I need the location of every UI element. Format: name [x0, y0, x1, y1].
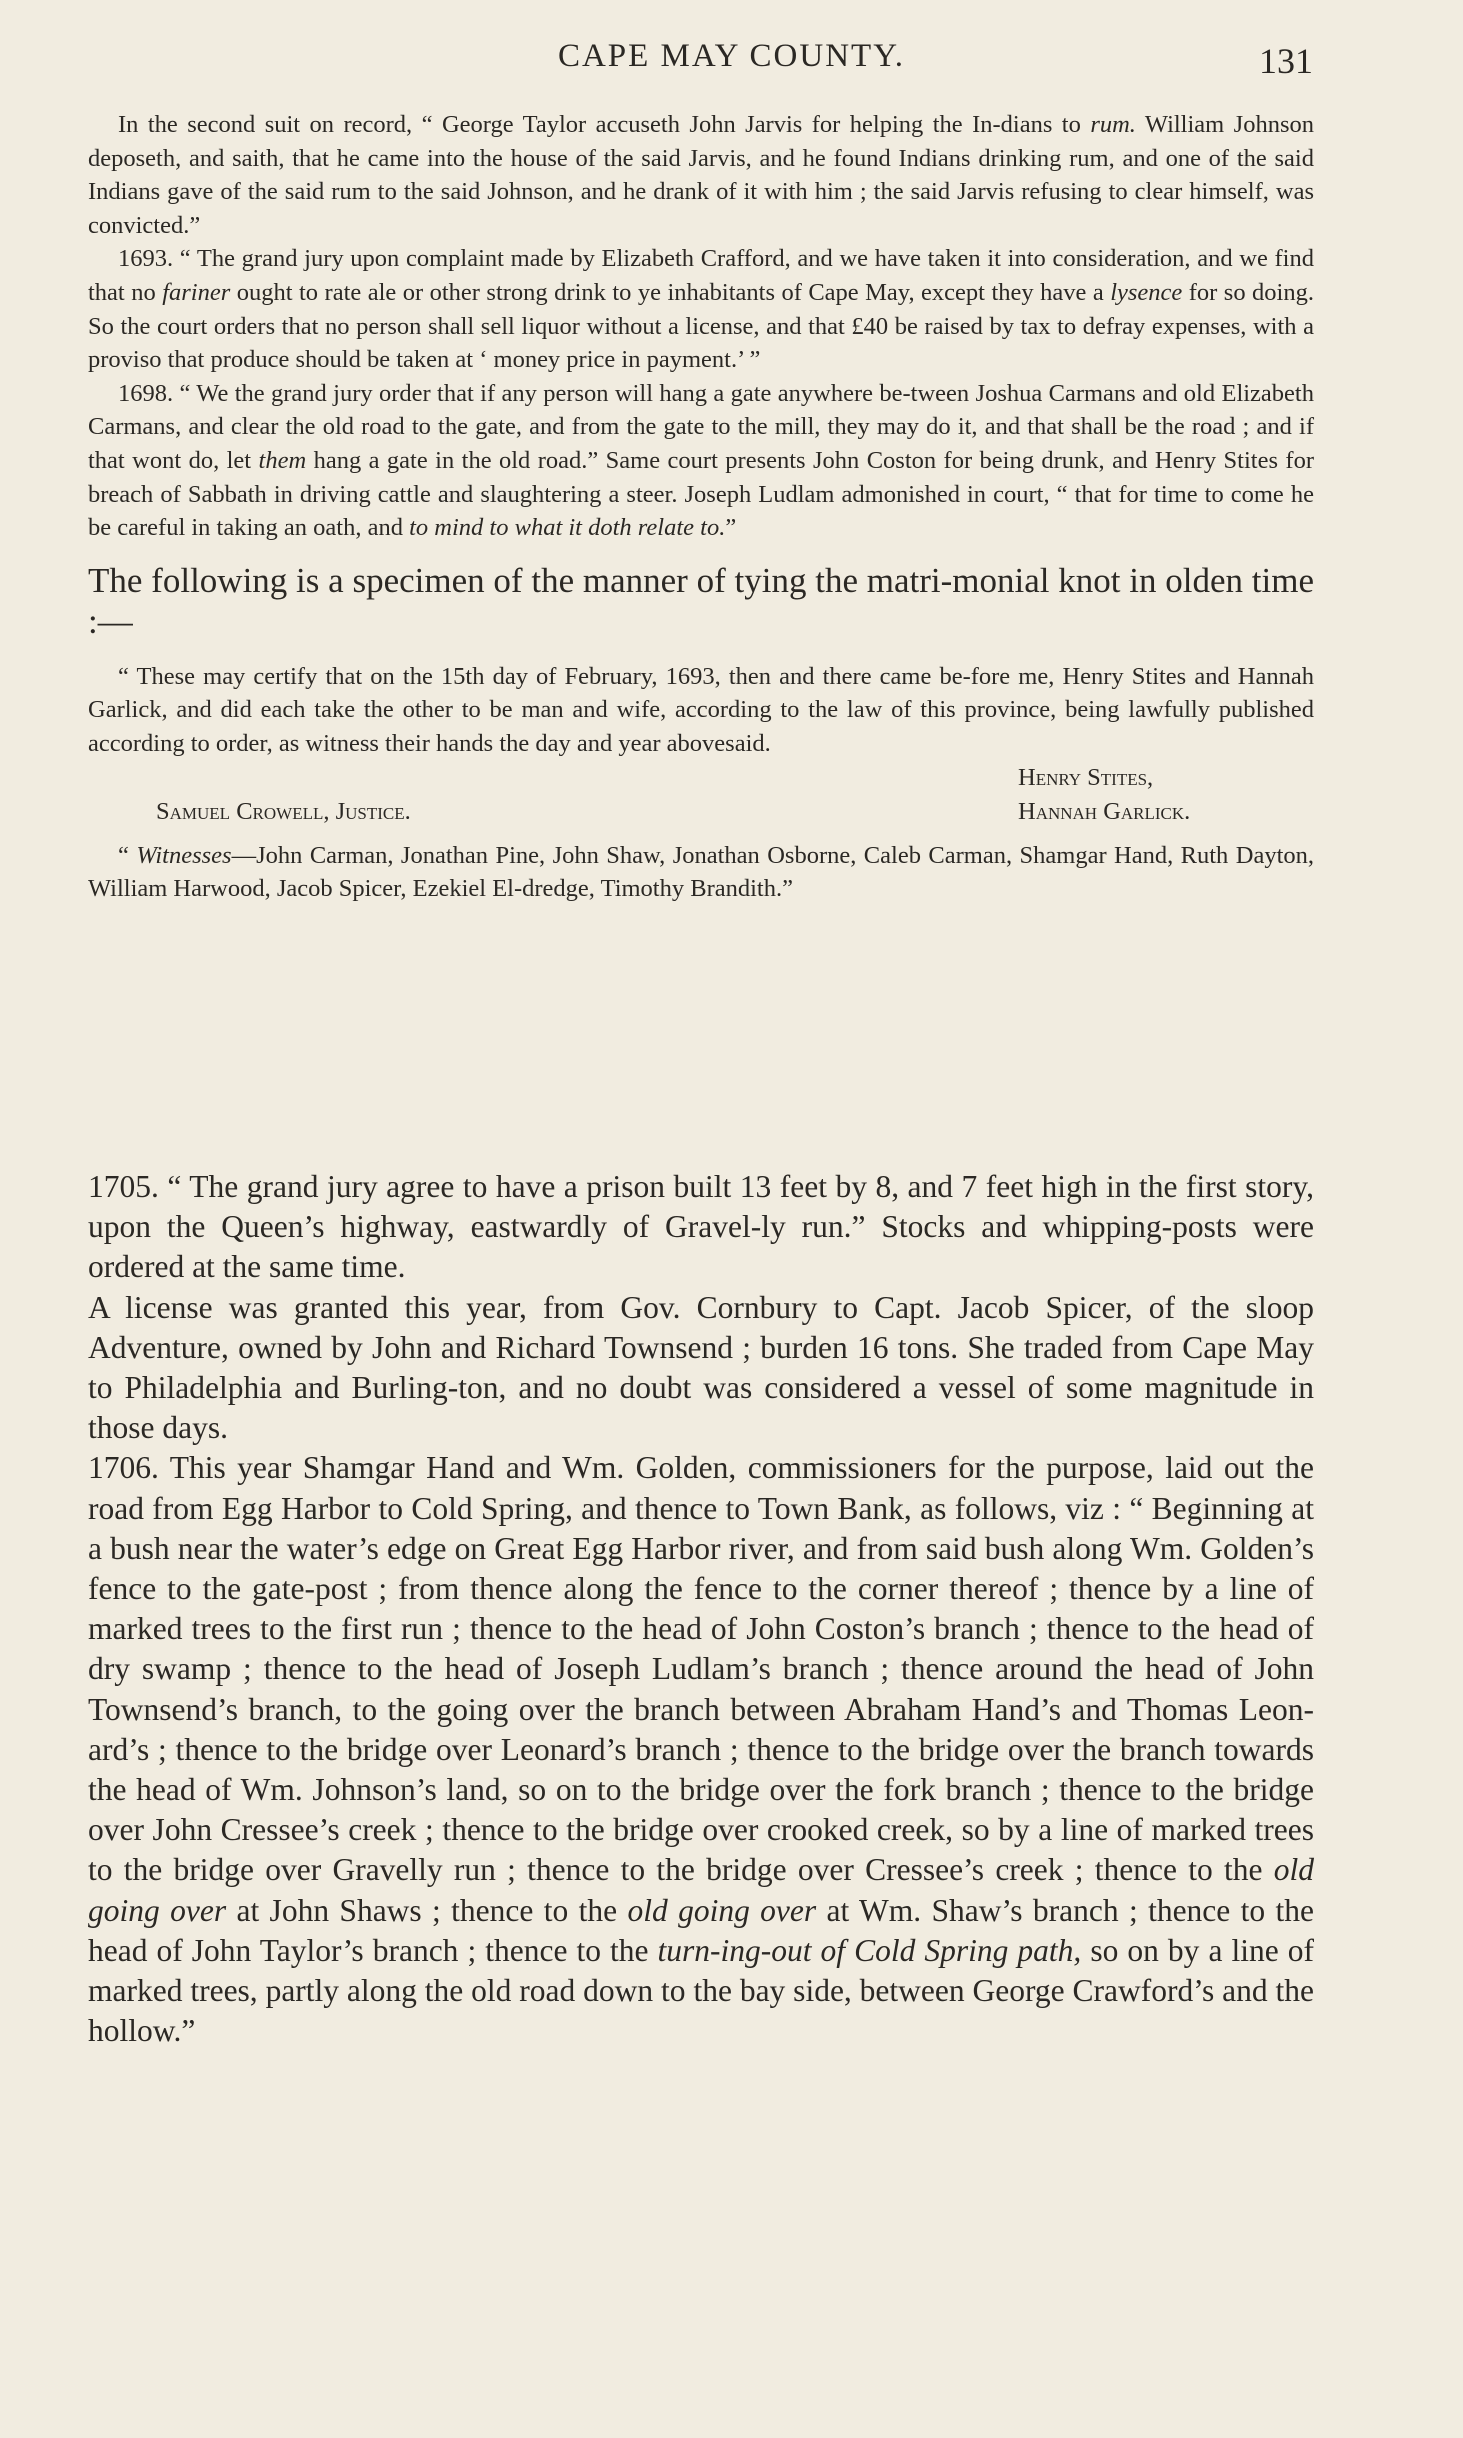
history-section: [88, 1167, 1314, 2051]
text-run: 1693. “ The grand jury upon complaint made by Elizabeth Crafford, and we have taken it into consideration, and we find that no: [88, 245, 1314, 306]
witnesses-paragraph: [88, 839, 1314, 906]
text-run: 1706. This year Shamgar Hand and Wm. Golden, commissioners for the purpose, laid out the road from Egg Harbor to Cold Spring, and thence to Town Bank, as follows, viz : “ Beginning at a bush near the water’s edge on Great Egg Harbor river, and from said bush along Wm. Golden’s fence to the gate-post ; from thence along the fence to the corner thereof ; thence by a line of marked trees to the first run ; thence to the head of John Coston’s branch ; thence to the head of dry swamp ; thence to the head of Joseph Ludlam’s branch ; thence around the head of John Townsend’s branch, to the going over the branch between Abraham Hand’s and Thomas Leon-ard’s ; thence to the bridge over Leonard’s branch ; thence to the bridge over the branch towards the head of Wm. Johnson’s land, so on to the bridge over the fork branch ; thence to the bridge over John Cressee’s creek ; thence to the bridge over crooked creek, so by a line of marked trees to the bridge over Gravelly run ; thence to the bridge over Cressee’s creek ; thence to the: [88, 1450, 1314, 1888]
signature-groom: Henry Stites,: [1018, 763, 1154, 791]
signature-bride: Hannah Garlick.: [1018, 797, 1191, 825]
text-run: ”: [725, 514, 737, 542]
running-head: CAPE MAY COUNTY.: [557, 38, 906, 74]
page-number: 131: [1259, 41, 1313, 81]
text-run: In the second suit on record, “ George Taylor accuseth John Jarvis for helping the In-dians to: [118, 111, 1091, 138]
court-records-section: [88, 108, 1314, 906]
italic-run: lysence: [1110, 278, 1183, 306]
paragraph-license: A license was granted this year, from Gov. Cornbury to Capt. Jacob Spicer, of the sloop Adventure, owned by John and Richard Townsend ; burden 16 tons. She traded from Cape May to Philadelphia and Burling-ton, and no doubt was considered a vessel of some magnitude in those days.: [88, 1289, 1314, 1446]
paragraph-second-suit: [88, 108, 1314, 242]
page-header: [0, 38, 1463, 88]
italic-run: them: [258, 446, 307, 474]
signature-block: [88, 761, 1314, 829]
text-run: William Johnson deposeth, and saith, that he came into the house of the said Jarvis, and he found Indians drinking rum, and one of the said Indians gave of the said rum to the said Johnson, and he drank of it with him ; the said Jarvis refusing to clear himself, was convicted.”: [88, 111, 1314, 239]
italic-run: old going over: [88, 1852, 1314, 1928]
text-run: at Wm. Shaw’s branch ; thence to the head of John Taylor’s branch ; thence to the: [88, 1892, 1314, 1968]
paragraph-1693: [88, 242, 1314, 376]
marriage-certificate: “ These may certify that on the 15th day of February, 1693, then and there came be-fore me, Henry Stites and Hannah Garlick, and did each take the other to be man and wife, according to the law of this province, being lawfully published according to order, as witness their hands the day and year abovesaid.: [88, 662, 1314, 757]
italic-run: to mind to what it doth relate to.: [409, 514, 726, 542]
text-run: hang a gate in the old road.” Same court presents John Coston for being drunk, and Henry Stites for breach of Sabbath in driving cattle and slaughtering a steer. Joseph Ludlam admonished in court, “ that for time to come he be careful in taking an oath, and: [88, 446, 1314, 542]
italic-run: old going over: [627, 1892, 817, 1928]
italic-run: rum.: [1090, 111, 1136, 138]
text-run: “: [118, 841, 137, 869]
signature-justice: Samuel Crowell, Justice.: [156, 797, 411, 825]
text-run: for so doing. So the court orders that no person shall sell liquor without a license, and that £40 be raised by tax to defray expenses, with a proviso that produce should be taken at ‘ money price in payment.’ ”: [88, 278, 1314, 374]
paragraph-1705: 1705. “ The grand jury agree to have a prison built 13 feet by 8, and 7 feet high in the first story, upon the Queen’s highway, eastwardly of Gravel-ly run.” Stocks and whipping-posts were ordered at the same time.: [88, 1169, 1314, 1285]
paragraph-1706: [88, 1448, 1314, 2051]
text-run: ought to rate ale or other strong drink to ye inhabitants of Cape May, except they have a: [230, 278, 1111, 306]
text-run: —John Carman, Jonathan Pine, John Shaw, Jonathan Osborne, Caleb Carman, Shamgar Hand, Ruth Dayton, William Harwood, Jacob Spicer, Ezekiel El-dredge, Timothy Brandith.”: [88, 841, 1314, 903]
marriage-lead-paragraph: The following is a specimen of the manner of tying the matri-monial knot in olden time :—: [88, 560, 1314, 641]
text-run: so on by a line of marked trees, partly along the old road down to the bay side, between George Crawford’s and the hollow.”: [88, 1932, 1314, 2049]
paragraph-1698: [88, 377, 1314, 545]
italic-run: turn-ing-out of Cold Spring path,: [657, 1932, 1082, 1968]
text-run: 1698. “ We the grand jury order that if any person will hang a gate anywhere be-tween Joshua Carmans and old Elizabeth Carmans, and clear the old road to the gate, and from the gate to the mill, they may do it, and that shall be the road ; and if that wont do, let: [88, 379, 1314, 474]
italic-run: fariner: [162, 278, 231, 306]
text-run: at John Shaws ; thence to the: [226, 1892, 628, 1928]
italic-run: Witnesses: [136, 841, 232, 869]
